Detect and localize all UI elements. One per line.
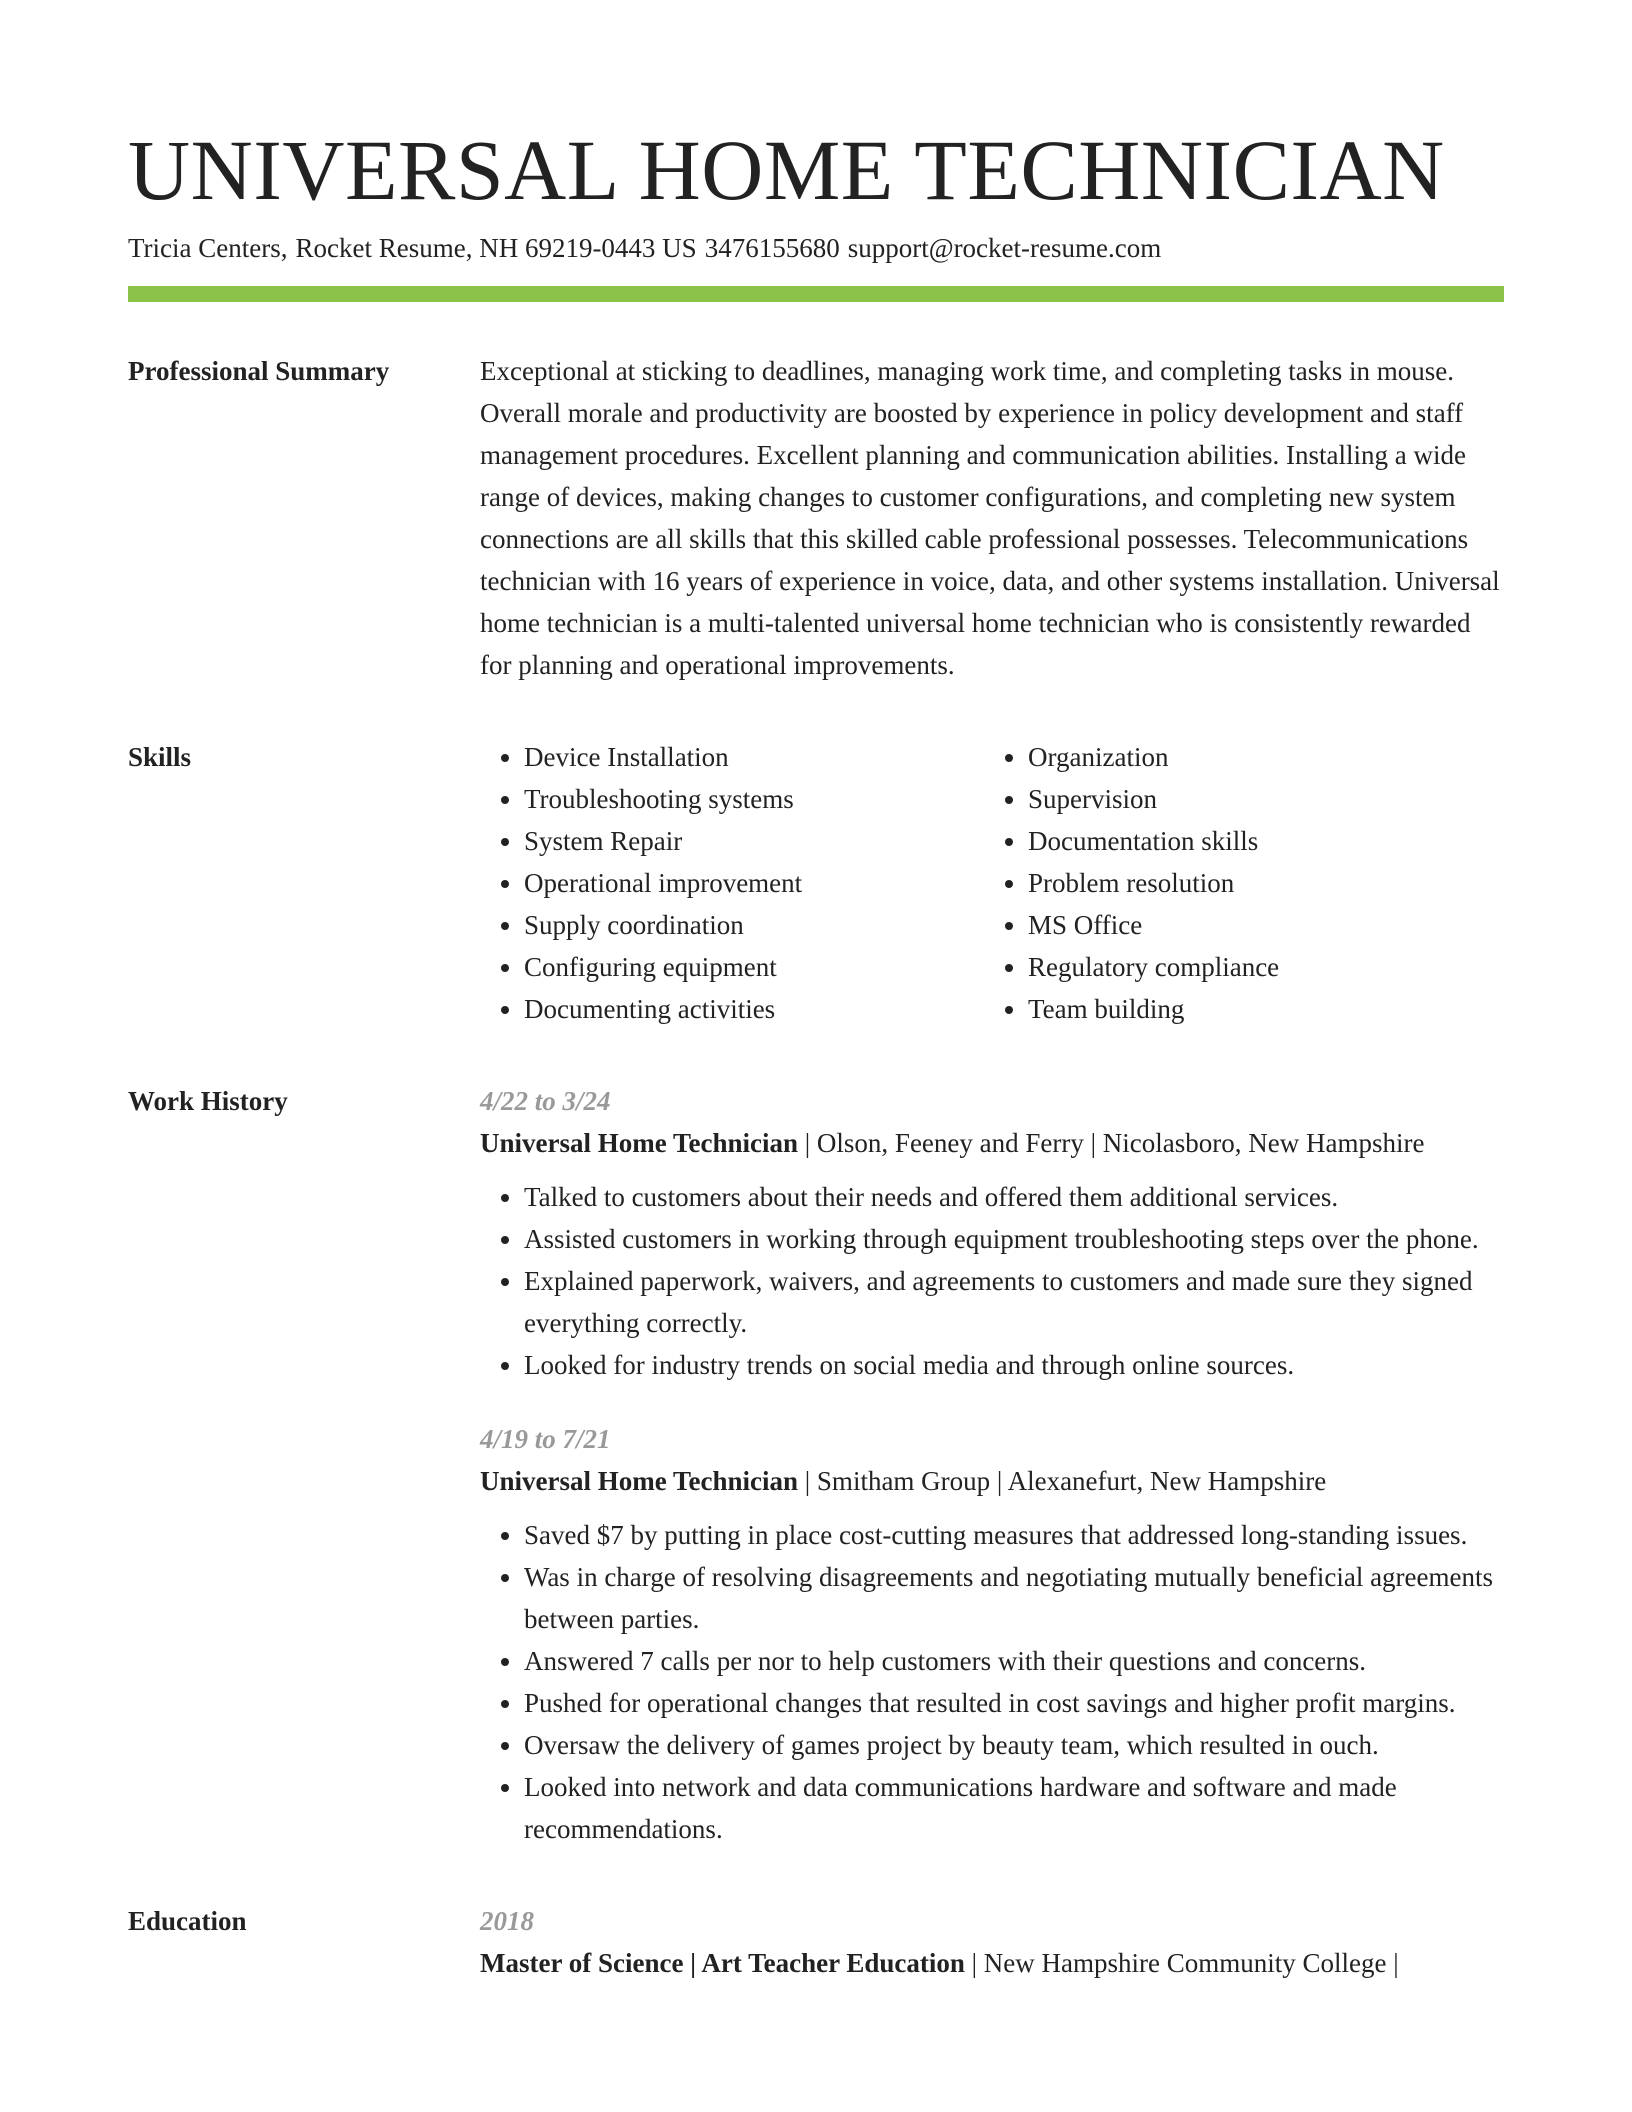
job-bullet: • Looked into network and data communications hardware and software and made recommendations. [524, 1766, 1504, 1850]
education-section [128, 1900, 1504, 1984]
skill-item: • Device Installation [524, 736, 984, 778]
skill-item: • Documentation skills [1028, 820, 1279, 862]
education-line [480, 1942, 1504, 1984]
skill-item: • Team building [1028, 988, 1279, 1030]
job-bullet: • Assisted customers in working through equipment troubleshooting steps over the phone. [524, 1218, 1504, 1260]
job-bullet: • Talked to customers about their needs and offered them additional services. [524, 1176, 1504, 1218]
skill-item: • MS Office [1028, 904, 1279, 946]
job-bullet: • Oversaw the delivery of games project by beauty team, which resulted in ouch. [524, 1724, 1504, 1766]
summary-text: Exceptional at sticking to deadlines, managing work time, and completing tasks in mouse. Overall morale and productivity are boosted by experience in policy development and staff management procedures. Excellent planning and communication abilities. Installing a wide range of devices, making changes to customer configurations, and completing new system connections are all skills that this skilled cable professional possesses. Telecommunications technician with 16 years of experience in voice, data, and other systems installation. Universal home technician is a multi-talented universal home technician who is consistently rewarded for planning and operational improvements. [480, 356, 1500, 680]
job-entry [480, 1418, 1504, 1850]
job-dates: 4/19 to 7/21 [480, 1424, 611, 1454]
header-accent-rule [128, 286, 1504, 302]
contact-phone: 3476155680 [704, 233, 840, 263]
education-school: | New Hampshire Community College | [964, 1948, 1399, 1978]
skill-item: • Problem resolution [1028, 862, 1279, 904]
job-bullet: • Answered 7 calls per nor to help customers with their questions and concerns. [524, 1640, 1504, 1682]
summary-body [480, 350, 1504, 686]
job-bullet: • Pushed for operational changes that resulted in cost savings and higher profit margins. [524, 1682, 1504, 1724]
skill-item: • Documenting activities [524, 988, 984, 1030]
skills-list-right [984, 736, 1279, 1030]
skill-item: • Configuring equipment [524, 946, 984, 988]
job-details: | Olson, Feeney and Ferry | Nicolasboro, New Hampshire [798, 1128, 1425, 1158]
resume-page [128, 120, 1504, 1984]
education-title: Education [128, 1906, 247, 1936]
work-history-title: Work History [128, 1086, 288, 1116]
contact-address: Rocket Resume, NH 69219-0443 US [295, 233, 697, 263]
skill-item: • Supervision [1028, 778, 1279, 820]
skills-list-left [480, 736, 984, 1030]
contact-line [128, 230, 1504, 266]
work-history-body [480, 1080, 1504, 1850]
resume-name-heading: UNIVERSAL HOME TECHNICIAN [128, 122, 1445, 218]
job-role: Universal Home Technician [480, 1466, 799, 1496]
job-bullets [480, 1514, 1504, 1850]
job-bullet: • Saved $7 by putting in place cost-cutting measures that addressed long-standing issues. [524, 1514, 1504, 1556]
job-bullet: • Looked for industry trends on social media and through online sources. [524, 1344, 1504, 1386]
skill-item: • Supply coordination [524, 904, 984, 946]
job-dates: 4/22 to 3/24 [480, 1086, 611, 1116]
education-degree: Master of Science | Art Teacher Education [480, 1948, 965, 1978]
education-body [480, 1900, 1504, 1984]
skill-item: • Regulatory compliance [1028, 946, 1279, 988]
skill-item: • Troubleshooting systems [524, 778, 984, 820]
summary-title: Professional Summary [128, 356, 390, 386]
work-history-section [128, 1080, 1504, 1850]
job-title-line [480, 1122, 1504, 1164]
contact-email: support@rocket-resume.com [847, 233, 1162, 263]
skills-section [128, 736, 1504, 1030]
job-title-line [480, 1460, 1504, 1502]
job-entry [480, 1080, 1504, 1386]
skills-title: Skills [128, 742, 192, 772]
skill-item: • Operational improvement [524, 862, 984, 904]
education-year: 2018 [480, 1906, 534, 1936]
summary-section [128, 350, 1504, 686]
job-bullets [480, 1176, 1504, 1386]
job-details: | Smitham Group | Alexanefurt, New Hampshire [798, 1466, 1327, 1496]
skill-item: • System Repair [524, 820, 984, 862]
job-bullet: • Was in charge of resolving disagreements and negotiating mutually beneficial agreements between parties. [524, 1556, 1504, 1640]
skill-item: • Organization [1028, 736, 1279, 778]
skills-body [480, 736, 1504, 1030]
contact-person: Tricia Centers, [128, 233, 288, 263]
job-bullet: • Explained paperwork, waivers, and agreements to customers and made sure they signed everything correctly. [524, 1260, 1504, 1344]
job-role: Universal Home Technician [480, 1128, 799, 1158]
